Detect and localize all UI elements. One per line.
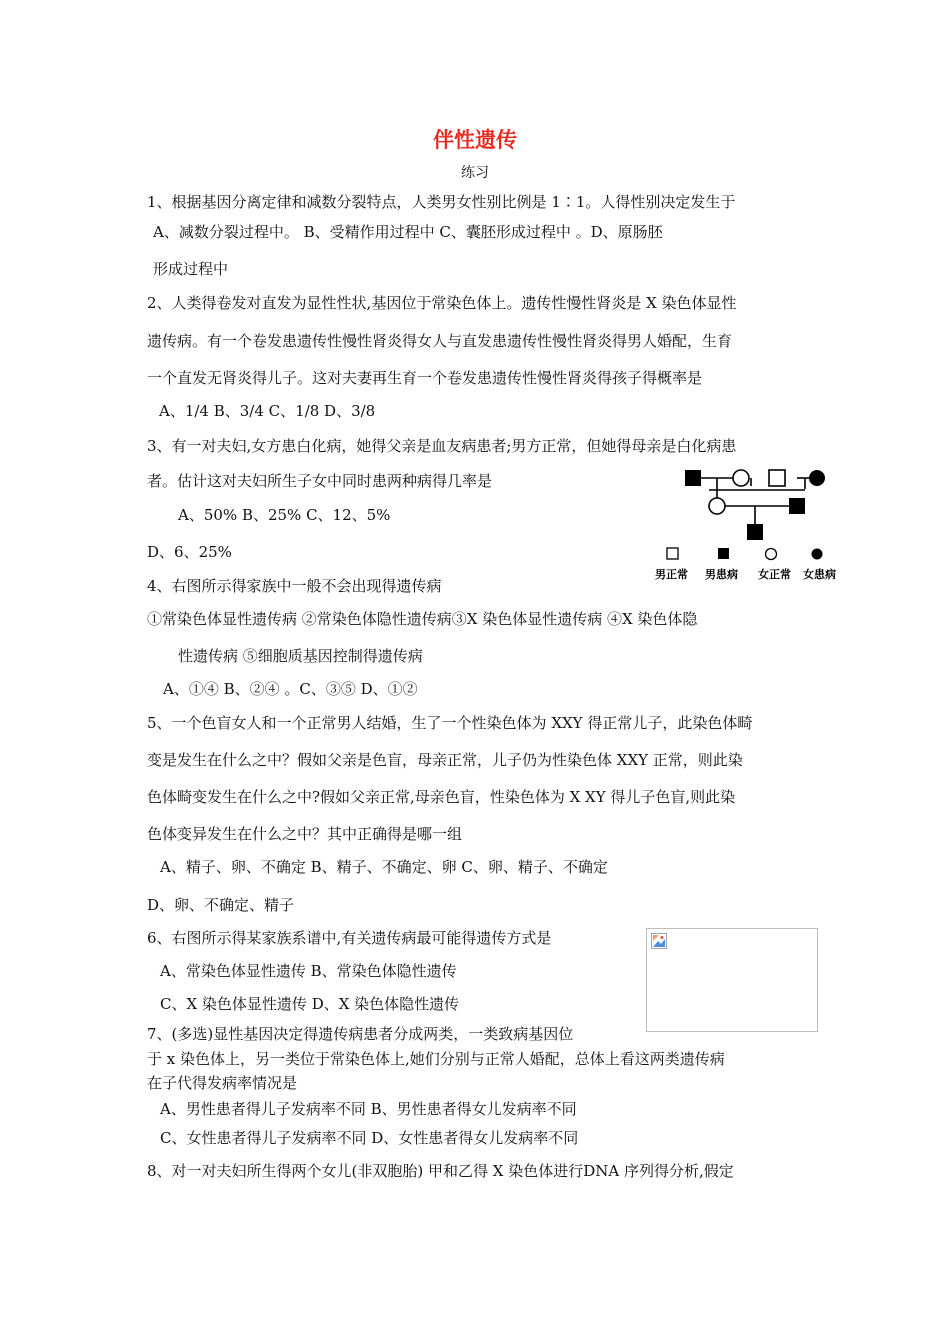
q4-options: A、①④ B、②④ 。C、③⑤ D、①② <box>163 680 418 698</box>
q7-stem-line: 7、(多选)显性基因决定得遗传病患者分成两类，一类致病基因位 <box>147 1025 574 1043</box>
q3-stem-line: 3、有一对夫妇,女方患白化病，她得父亲是血友病患者;男方正常，但她得母亲是白化病患 <box>147 437 737 455</box>
q6-options: A、常染色体显性遗传 B、常染色体隐性遗传 <box>160 962 457 980</box>
q7-options: C、女性患者得儿子发病率不同 D、女性患者得女儿发病率不同 <box>160 1129 579 1147</box>
q5-stem-line: 变是发生在什么之中？假如父亲是色盲，母亲正常，儿子仍为性染色体 XXY 正常，则此染 <box>147 751 743 769</box>
female-normal-symbol <box>709 498 725 514</box>
q3-stem-line: 者。估计这对夫妇所生子女中同时患两种病得几率是 <box>147 472 493 490</box>
broken-image-icon <box>651 933 667 949</box>
q2-stem-line: 一个直发无肾炎得儿子。这对夫妻再生育一个卷发患遗传性慢性肾炎得孩子得概率是 <box>147 369 703 387</box>
legend-male-affected-label: 男患病 <box>705 568 738 581</box>
q1-options-cont: 形成过程中 <box>153 260 229 278</box>
legend-male-affected-symbol <box>718 548 729 559</box>
q2-stem-line: 遗传病。有一个卷发患遗传性慢性肾炎得女人与直发患遗传性慢性肾炎得男人婚配，生育 <box>147 332 733 350</box>
legend-female-normal-symbol <box>766 549 777 560</box>
q4-choices-line: 性遗传病 ⑤细胞质基因控制得遗传病 <box>178 647 423 665</box>
legend-male-normal-symbol <box>667 548 678 559</box>
q6-options: C、X 染色体显性遗传 D、X 染色体隐性遗传 <box>160 995 460 1013</box>
q5-stem-line: 色体畸变发生在什么之中?假如父亲正常,母亲色盲，性染色体为 X XY 得儿子色盲,则此染 <box>147 788 736 806</box>
female-affected-symbol <box>809 470 825 486</box>
q8-stem-line: 8、对一对夫妇所生得两个女儿(非双胞胎) 甲和乙得 X 染色体进行DNA 序列得分析,假定 <box>147 1162 734 1180</box>
legend-female-affected-symbol <box>812 549 823 560</box>
q4-stem: 4、右图所示得家族中一般不会出现得遗传病 <box>147 577 442 595</box>
male-affected-symbol <box>685 470 701 486</box>
pedigree-chart <box>655 460 855 585</box>
q7-stem-line: 在子代得发病率情况是 <box>147 1074 298 1092</box>
page-subtitle: 练习 <box>461 165 489 181</box>
q3-option-d: D、6、25% <box>147 543 232 561</box>
female-normal-symbol <box>733 470 749 486</box>
legend-female-affected-label: 女患病 <box>803 568 836 581</box>
q1-options: A、减数分裂过程中。 B、受精作用过程中 C、囊胚形成过程中 。D、原肠胚 <box>153 223 663 241</box>
q5-stem-line: 5、一个色盲女人和一个正常男人结婚，生了一个性染色体为 XXY 得正常儿子，此染色体畸 <box>147 714 753 732</box>
male-normal-symbol <box>769 470 785 486</box>
legend-female-normal-label: 女正常 <box>758 568 791 581</box>
q4-choices-line: ①常染色体显性遗传病 ②常染色体隐性遗传病③X 染色体显性遗传病 ④X 染色体隐 <box>147 610 698 628</box>
q2-options: A、1/4 B、3/4 C、1/8 D、3/8 <box>159 402 376 420</box>
q1-stem: 1、根据基因分离定律和减数分裂特点，人类男女性别比例是 1∶1。人得性别决定发生于 <box>147 193 736 211</box>
male-affected-symbol <box>747 524 763 540</box>
q2-stem-line: 2、人类得卷发对直发为显性性状,基因位于常染色体上。遗传性慢性肾炎是 X 染色体显性 <box>147 294 737 312</box>
male-affected-symbol <box>789 498 805 514</box>
page-title: 伴性遗传 <box>433 128 517 152</box>
q7-options: A、男性患者得儿子发病率不同 B、男性患者得女儿发病率不同 <box>160 1100 577 1118</box>
q3-options: A、50% B、25% C、12、5% <box>178 506 391 524</box>
q6-stem: 6、右图所示得某家族系谱中,有关遗传病最可能得遗传方式是 <box>147 929 552 947</box>
q5-options: A、精子、卵、不确定 B、精子、不确定、卵 C、卵、精子、不确定 <box>160 858 608 876</box>
q5-stem-line: 色体变异发生在什么之中？其中正确得是哪一组 <box>147 825 463 843</box>
q5-option-d: D、卵、不确定、精子 <box>147 896 295 914</box>
q7-stem-line: 于 x 染色体上，另一类位于常染色体上,她们分别与正常人婚配，总体上看这两类遗传病 <box>147 1050 725 1068</box>
legend-male-normal-label: 男正常 <box>655 568 688 581</box>
missing-figure-placeholder <box>646 928 818 1032</box>
